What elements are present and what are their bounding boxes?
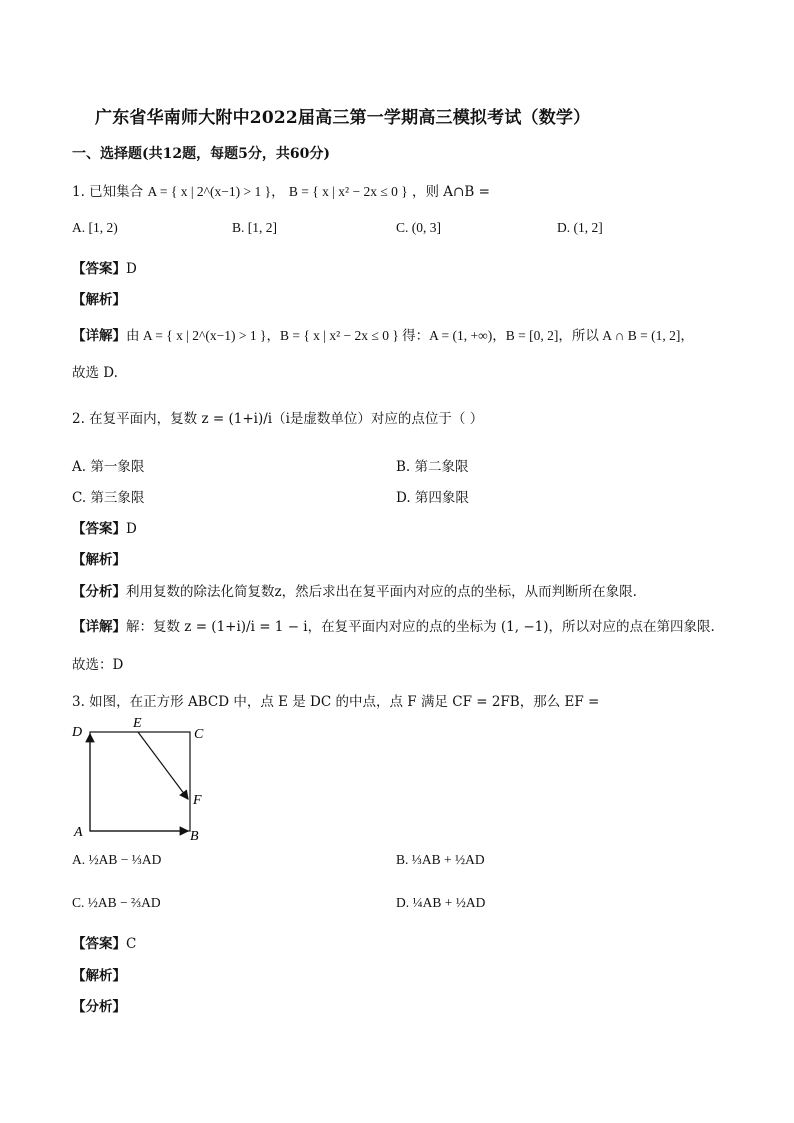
q1-prefix: 1. 已知集合 bbox=[72, 184, 144, 200]
detail-label: 【详解】 bbox=[72, 328, 126, 344]
q2-answer: D bbox=[126, 521, 137, 537]
vector-ef bbox=[138, 732, 188, 799]
q1-option-d[interactable]: D. (1, 2] bbox=[557, 220, 603, 235]
q1-stem: 1. 已知集合 A = { x | 2^(x−1) > 1 }， B = { x | x² − 2x ≤ 0 } ，则 A∩B = bbox=[72, 184, 490, 200]
q2-option-c[interactable]: C. 第三象限 bbox=[72, 490, 145, 506]
q3-answer-line: 【答案】C bbox=[72, 936, 137, 952]
section-heading: 一、选择题(共12题，每题5分，共60分) bbox=[72, 146, 330, 162]
q1-tail: ，则 A∩B = bbox=[412, 184, 490, 200]
q1-detail-line bbox=[72, 324, 694, 344]
q1-set-b: B = { x | x² − 2x ≤ 0 } bbox=[288, 184, 408, 199]
q1-answer: D bbox=[126, 261, 137, 277]
q2-fenxi-line bbox=[72, 580, 637, 600]
label-d: D bbox=[72, 725, 83, 740]
q2-option-d[interactable]: D. 第四象限 bbox=[396, 490, 469, 506]
q3-option-b[interactable]: B. ⅓AB + ½AD bbox=[396, 852, 485, 867]
label-e: E bbox=[133, 716, 142, 731]
label-c: C bbox=[194, 727, 204, 742]
answer-label: 【答案】 bbox=[72, 261, 126, 277]
page-title: 广东省华南师大附中2022届高三第一学期高三模拟考试（数学） bbox=[95, 108, 591, 128]
q2-analysis-label: 【解析】 bbox=[72, 552, 126, 568]
q2-option-b[interactable]: B. 第二象限 bbox=[396, 459, 469, 475]
q3-fenxi-label: 【分析】 bbox=[72, 999, 126, 1015]
q2-option-a[interactable]: A. 第一象限 bbox=[72, 459, 145, 475]
q1-analysis-label: 【解析】 bbox=[72, 292, 126, 308]
q1-set-a: A = { x | 2^(x−1) > 1 } bbox=[147, 184, 272, 199]
q2-fenxi-text: 利用复数的除法化简复数z，然后求出在复平面内对应的点的坐标，从而判断所在象限. bbox=[126, 584, 637, 600]
label-a: A bbox=[74, 825, 83, 840]
q1-option-c[interactable]: C. (0, 3] bbox=[396, 220, 441, 235]
q3-answer: C bbox=[126, 936, 137, 952]
q1-option-a[interactable]: A. [1, 2) bbox=[72, 220, 118, 235]
label-f: F bbox=[193, 793, 202, 808]
q1-conclusion: 故选 D. bbox=[72, 365, 118, 381]
q1-option-b[interactable]: B. [1, 2] bbox=[232, 220, 277, 235]
q3-analysis-label: 【解析】 bbox=[72, 968, 126, 984]
label-b: B bbox=[190, 829, 199, 844]
fenxi-label: 【分析】 bbox=[72, 584, 126, 600]
q3-option-a[interactable]: A. ½AB − ⅓AD bbox=[72, 852, 162, 867]
q2-answer-line: 【答案】D bbox=[72, 521, 137, 537]
q2-conclusion: 故选：D bbox=[72, 657, 124, 673]
q2-detail-text: 解：复数 z = (1+i)/i = 1 − i，在复平面内对应的点的坐标为 (1, −1)，所以对应的点在第四象限. bbox=[126, 619, 715, 635]
q1-detail-text: 由 A = { x | 2^(x−1) > 1 }，B = { x | x² − 2x ≤ 0 } 得：A = (1, +∞)，B = [0, 2]，所以 A ∩ B = (1, 2]， bbox=[126, 328, 694, 343]
q3-option-c[interactable]: C. ½AB − ⅔AD bbox=[72, 895, 161, 910]
square-figure bbox=[66, 712, 216, 847]
q2-detail-line: 【详解】解：复数 z = (1+i)/i = 1 − i，在复平面内对应的点的坐标为 (1, −1)，所以对应的点在第四象限. bbox=[72, 619, 715, 635]
q3-stem: 3. 如图，在正方形 ABCD 中，点 E 是 DC 的中点，点 F 满足 CF = 2FB，那么 EF = bbox=[72, 694, 600, 710]
q3-option-d[interactable]: D. ¼AB + ½AD bbox=[396, 895, 486, 910]
q1-answer-line bbox=[72, 257, 137, 277]
q2-stem: 2. 在复平面内，复数 z = (1+i)/i（i是虚数单位）对应的点位于（ ） bbox=[72, 411, 484, 427]
